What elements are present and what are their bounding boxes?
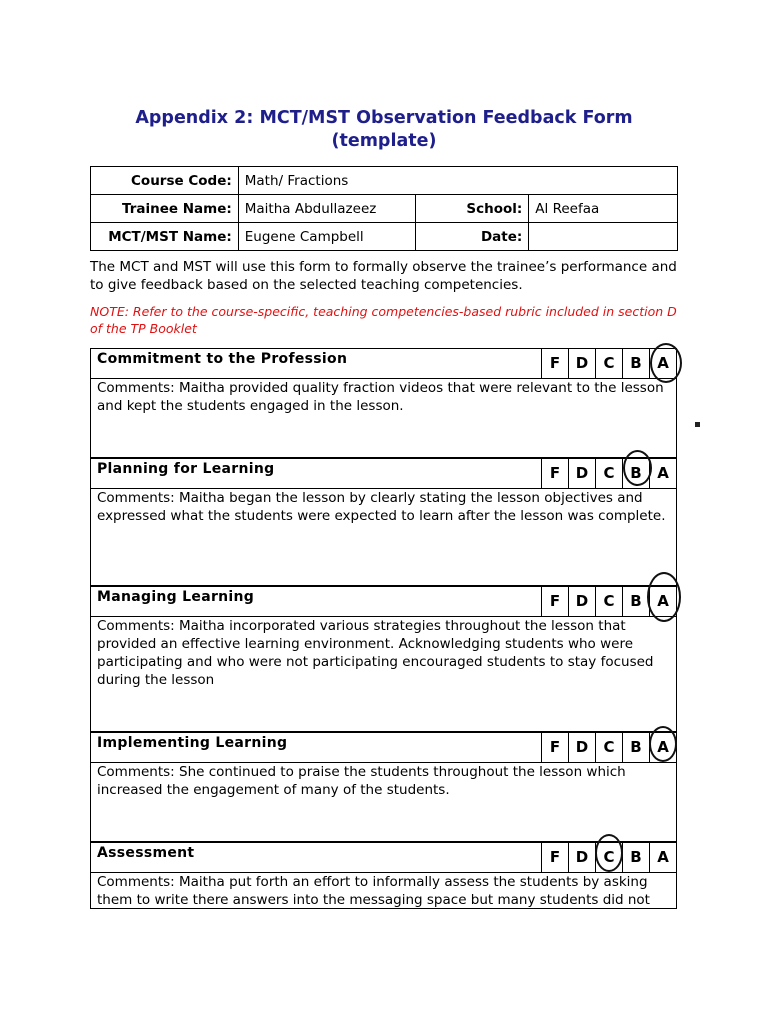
grade-c: C	[595, 733, 622, 762]
grade-f: F	[541, 733, 568, 762]
grade-a: A	[649, 349, 676, 378]
grade-scale	[541, 349, 676, 378]
section-header	[90, 732, 677, 763]
mct-mst-name-row	[91, 223, 678, 251]
grade-scale	[541, 733, 676, 762]
section-comments: Comments: Maitha incorporated various strategies throughout the lesson that provided an effective learning environment. Acknowledging students who were participating and who were not participating encouraged students to stay focused during the lesson	[90, 617, 677, 732]
section-planning	[90, 458, 677, 586]
form-title-line1: Appendix 2: MCT/MST Observation Feedback Form	[135, 108, 633, 128]
grade-a: A	[649, 843, 676, 872]
grade-c: C	[595, 349, 622, 378]
mct-mst-name-value: Eugene Campbell	[238, 223, 416, 251]
trainee-info-table	[90, 166, 678, 251]
section-commitment	[90, 348, 677, 458]
trainee-name-label: Trainee Name:	[91, 195, 239, 223]
mct-mst-name-label: MCT/MST Name:	[91, 223, 239, 251]
intro-text: The MCT and MST will use this form to formally observe the trainee’s performance and to give feedback based on the selected teaching competencies.	[90, 259, 677, 293]
section-implementing	[90, 732, 677, 842]
form-title	[0, 107, 768, 153]
trainee-name-value: Maitha Abdullazeez	[238, 195, 416, 223]
section-header	[90, 458, 677, 489]
stray-mark	[695, 422, 700, 427]
grade-c: C	[595, 843, 622, 872]
section-title: Managing Learning	[97, 589, 255, 605]
section-header	[90, 586, 677, 617]
grade-d: D	[568, 587, 595, 616]
grade-d: D	[568, 459, 595, 488]
date-label: Date:	[416, 223, 529, 251]
grade-f: F	[541, 349, 568, 378]
section-title: Assessment	[97, 845, 195, 861]
section-title: Implementing Learning	[97, 735, 288, 751]
note-text: NOTE: Refer to the course-specific, teaching competencies-based rubric included in section D of the TP Booklet	[90, 304, 677, 336]
grade-f: F	[541, 843, 568, 872]
grade-d: D	[568, 843, 595, 872]
grade-c: C	[595, 459, 622, 488]
grade-scale	[541, 587, 676, 616]
section-comments: Comments: She continued to praise the students throughout the lesson which increased the engagement of many of the students.	[90, 763, 677, 842]
course-code-value: Math/ Fractions	[238, 167, 677, 195]
grade-f: F	[541, 459, 568, 488]
section-comments: Comments: Maitha provided quality fraction videos that were relevant to the lesson and kept the students engaged in the lesson.	[90, 379, 677, 458]
grade-f: F	[541, 587, 568, 616]
grade-scale	[541, 843, 676, 872]
section-header	[90, 348, 677, 379]
course-code-label: Course Code:	[91, 167, 239, 195]
grade-a: A	[649, 587, 676, 616]
section-header	[90, 842, 677, 873]
school-label: School:	[416, 195, 529, 223]
grade-a: A	[649, 733, 676, 762]
grade-d: D	[568, 349, 595, 378]
grade-b: B	[622, 843, 649, 872]
section-assessment	[90, 842, 677, 909]
grade-b: B	[622, 587, 649, 616]
form-title-line2: (template)	[331, 131, 437, 151]
section-title: Commitment to the Profession	[97, 351, 348, 367]
course-code-row	[91, 167, 678, 195]
section-comments: Comments: Maitha put forth an effort to informally assess the students by asking them to write there answers into the messaging space but many students did not	[90, 873, 677, 909]
grade-b: B	[622, 459, 649, 488]
grade-a: A	[649, 459, 676, 488]
grade-b: B	[622, 733, 649, 762]
grade-d: D	[568, 733, 595, 762]
section-managing	[90, 586, 677, 732]
grade-c: C	[595, 587, 622, 616]
grade-scale	[541, 459, 676, 488]
school-value: Al Reefaa	[529, 195, 678, 223]
trainee-name-row	[91, 195, 678, 223]
date-value	[529, 223, 678, 251]
grade-b: B	[622, 349, 649, 378]
section-title: Planning for Learning	[97, 461, 275, 477]
section-comments: Comments: Maitha began the lesson by clearly stating the lesson objectives and expressed what the students were expected to learn after the lesson was complete.	[90, 489, 677, 586]
